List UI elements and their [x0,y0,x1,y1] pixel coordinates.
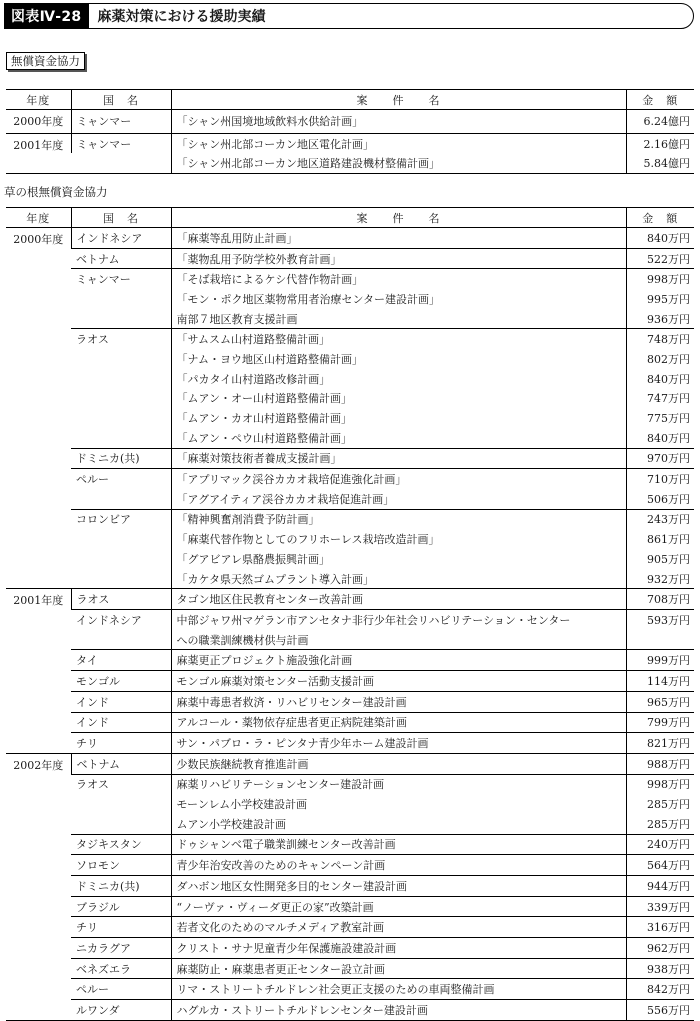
country-cell: ラオス [71,774,171,794]
project-cell: 「カケタ県天然ゴムプラント導入計画」 [171,569,626,589]
project-cell: 「サムスム山村道路整備計画」 [171,329,626,349]
country-cell: ラオス [71,329,171,349]
project-cell: 「モン・ポク地区薬物常用者治療センター建設計画」 [171,289,626,309]
project-cell: 「グアビアレ県酪農振興計画」 [171,549,626,569]
project-cell: 「アグアイティア渓谷カカオ栽培促進計画」 [171,489,626,509]
project-cell: 「ナム・ヨウ地区山村道路整備計画」 [171,349,626,369]
project-cell: 「薬物乱用予防学校外教育計画」 [171,248,626,269]
country-cell [71,408,171,428]
country-cell: ミャンマー [71,133,171,153]
amount-cell: 240万円 [626,834,694,855]
table-row [6,979,694,1000]
project-cell: クリスト・サナ児童青少年保護施設建設計画 [171,938,626,959]
col-header-year: 年度 [6,90,71,110]
amount-cell: 593万円 [626,610,694,630]
amount-cell: 747万円 [626,389,694,409]
country-cell: インド [71,712,171,733]
country-cell: ベトナム [71,753,171,774]
country-cell: ソロモン [71,855,171,876]
project-cell: “ノーヴァ・ヴィーダ更正の家”改築計画 [171,896,626,917]
amount-cell: 821万円 [626,733,694,754]
table-row [6,549,694,569]
project-cell: ダハボン地区女性開発多目的センター建設計画 [171,876,626,897]
amount-cell: 988万円 [626,753,694,774]
country-cell: チリ [71,733,171,754]
amount-cell: 995万円 [626,289,694,309]
table-row [6,133,694,153]
amount-cell: 506万円 [626,489,694,509]
amount-cell: 316万円 [626,917,694,938]
table-row [6,569,694,589]
amount-cell: 114万円 [626,671,694,692]
project-cell: 麻薬更正プロジェクト施設強化計画 [171,650,626,671]
project-cell: 「ムアン・カオ山村道路整備計画」 [171,408,626,428]
country-cell [71,289,171,309]
project-cell: 「シャン州北部コーカン地区電化計画」 [171,133,626,153]
project-cell: 麻薬防止・麻薬患者更正センター設立計画 [171,958,626,979]
table-row [6,630,694,650]
country-cell [71,794,171,814]
table-row [6,228,694,249]
table-row [6,917,694,938]
amount-cell: 944万円 [626,876,694,897]
country-cell [71,349,171,369]
year-cell: 2000年度 [13,115,64,128]
table-row [6,938,694,959]
table-row [6,248,694,269]
table-row [6,369,694,389]
table-row [6,712,694,733]
amount-cell: 339万円 [626,896,694,917]
table-row [6,428,694,448]
table-row [6,958,694,979]
table-row [6,408,694,428]
country-cell: ニカラグア [71,938,171,959]
table-row [6,774,694,794]
project-cell: への職業訓練機材供与計画 [171,630,626,650]
section-title-grassroots: 草の根無償資金協力 [4,185,108,199]
project-cell: 「精神興奮剤消費予防計画」 [171,509,626,529]
project-cell: 「ムアン・オー山村道路整備計画」 [171,389,626,409]
project-cell: モーンレム小学校建設計画 [171,794,626,814]
country-cell: ミャンマー [71,269,171,289]
project-cell: タゴン地区住民教育センター改善計画 [171,589,626,610]
country-cell: ペルー [71,979,171,1000]
country-cell: ルワンダ [71,1000,171,1021]
amount-cell: 802万円 [626,349,694,369]
country-cell [71,569,171,589]
country-cell [71,153,171,173]
table-row [6,309,694,329]
table-row [6,610,694,630]
table-row [6,589,694,610]
amount-cell: 842万円 [626,979,694,1000]
country-cell: ドミニカ(共) [71,448,171,469]
project-cell: リマ・ストリートチルドレン社会更正支援のための車両整備計画 [171,979,626,1000]
year-cell: 2001年度 [6,133,71,173]
figure-title-bar [4,3,694,29]
country-cell: ブラジル [71,896,171,917]
amount-cell: 905万円 [626,549,694,569]
year-cell: 2001年度 [6,589,71,754]
project-cell: 「麻薬対策技術者養成支援計画」 [171,448,626,469]
country-cell [71,529,171,549]
table-row [6,876,694,897]
amount-cell: 522万円 [626,248,694,269]
amount-cell: 710万円 [626,469,694,489]
country-cell: タイ [71,650,171,671]
project-cell: 「アプリマック渓谷カカオ栽培促進強化計画」 [171,469,626,489]
table-row [6,691,694,712]
project-cell: 「麻薬代替作物としてのフリホーレス栽培改造計画」 [171,529,626,549]
table-row [6,896,694,917]
amount-cell: 285万円 [626,794,694,814]
project-cell: ハグルカ・ストリートチルドレンセンター建設計画 [171,1000,626,1021]
country-cell: チリ [71,917,171,938]
country-cell: インドネシア [71,610,171,630]
country-cell [71,630,171,650]
table-row [6,509,694,529]
project-cell: 青少年治安改善のためのキャンペーン計画 [171,855,626,876]
col-header-amount: 金 額 [626,90,694,110]
table-row [6,110,694,134]
amount-cell: 861万円 [626,529,694,549]
table-row [6,753,694,774]
figure-label: 図表Ⅳ-28 [5,4,89,28]
section-title-grant-aid: 無償資金協力 [6,52,85,70]
amount-cell: 962万円 [626,938,694,959]
table-row [6,349,694,369]
table-row [6,650,694,671]
year-cell: 2000年度 [13,233,64,246]
project-cell: 「ムアン・ペウ山村道路整備計画」 [171,428,626,448]
amount-cell: 938万円 [626,958,694,979]
project-cell: ドゥシャンベ電子職業訓練センター改善計画 [171,834,626,855]
project-cell: 少数民族継続教育推進計画 [171,753,626,774]
amount-cell [626,630,694,650]
table-row [6,855,694,876]
country-cell [71,549,171,569]
amount-cell: 556万円 [626,1000,694,1021]
country-cell: ペルー [71,469,171,489]
grant-aid-table [6,89,694,174]
country-cell [71,489,171,509]
country-cell: コロンビア [71,509,171,529]
project-cell: 「そば栽培によるケシ代替作物計画」 [171,269,626,289]
country-cell: ベトナム [71,248,171,269]
year-cell: 2002年度 [6,753,71,1020]
table-row [6,469,694,489]
country-cell [71,309,171,329]
amount-cell: 840万円 [626,228,694,249]
col-header-amount: 金 額 [626,208,694,228]
country-cell: モンゴル [71,671,171,692]
country-cell: インドネシア [71,228,171,249]
table-row [6,448,694,469]
col-header-country: 国 名 [71,208,171,228]
country-cell [71,369,171,389]
project-cell: モンゴル麻薬対策センター活動支援計画 [171,671,626,692]
project-cell: 麻薬リハビリテーションセンター建設計画 [171,774,626,794]
amount-cell: 840万円 [626,428,694,448]
amount-cell: 998万円 [626,774,694,794]
table-row [6,389,694,409]
table-row [6,834,694,855]
table-row [6,153,694,173]
amount-cell: 775万円 [626,408,694,428]
project-cell: 「麻薬等乱用防止計画」 [171,228,626,249]
project-cell: 「パカタイ山村道路改修計画」 [171,369,626,389]
amount-cell: 970万円 [626,448,694,469]
figure-title: 麻薬対策における援助実績 [97,9,266,25]
grassroots-grant-table [6,207,694,1021]
table-row [6,1000,694,1021]
table-row [6,529,694,549]
country-cell: ミャンマー [71,110,171,134]
amount-cell: 6.24億円 [626,110,694,134]
project-cell: ムアン小学校建設計画 [171,814,626,834]
amount-cell: 708万円 [626,589,694,610]
project-cell: アルコール・薬物依存症患者更正病院建築計画 [171,712,626,733]
amount-cell: 932万円 [626,569,694,589]
amount-cell: 999万円 [626,650,694,671]
table-row [6,671,694,692]
country-cell [71,389,171,409]
project-cell: サン・パブロ・ラ・ピンタナ青少年ホーム建設計画 [171,733,626,754]
country-cell: ラオス [71,589,171,610]
table-row [6,269,694,289]
country-cell [71,428,171,448]
table-row [6,329,694,349]
amount-cell: 998万円 [626,269,694,289]
project-cell: 南部７地区教育支援計画 [171,309,626,329]
amount-cell: 564万円 [626,855,694,876]
table-row [6,814,694,834]
table-row [6,794,694,814]
country-cell: ドミニカ(共) [71,876,171,897]
country-cell [71,814,171,834]
country-cell: インド [71,691,171,712]
amount-cell: 799万円 [626,712,694,733]
table-row [6,289,694,309]
col-header-country: 国 名 [71,90,171,110]
project-cell: 若者文化のためのマルチメディア教室計画 [171,917,626,938]
amount-cell: 243万円 [626,509,694,529]
amount-cell: 936万円 [626,309,694,329]
country-cell: ベネズエラ [71,958,171,979]
project-cell: 麻薬中毒患者救済・リハビリセンター建設計画 [171,691,626,712]
amount-cell: 965万円 [626,691,694,712]
project-cell: 「シャン州北部コーカン地区道路建設機材整備計画」 [171,153,626,173]
country-cell: タジキスタン [71,834,171,855]
amount-cell: 840万円 [626,369,694,389]
project-cell: 中部ジャワ州マゲラン市アンセタナ非行少年社会リハビリテーション・センター [171,610,626,630]
amount-cell: 5.84億円 [626,153,694,173]
table-row [6,489,694,509]
col-header-project: 案 件 名 [171,90,626,110]
col-header-project: 案 件 名 [171,208,626,228]
amount-cell: 285万円 [626,814,694,834]
col-header-year: 年度 [6,208,71,228]
amount-cell: 2.16億円 [626,133,694,153]
project-cell: 「シャン州国境地域飲料水供給計画」 [171,110,626,134]
amount-cell: 748万円 [626,329,694,349]
table-row [6,733,694,754]
